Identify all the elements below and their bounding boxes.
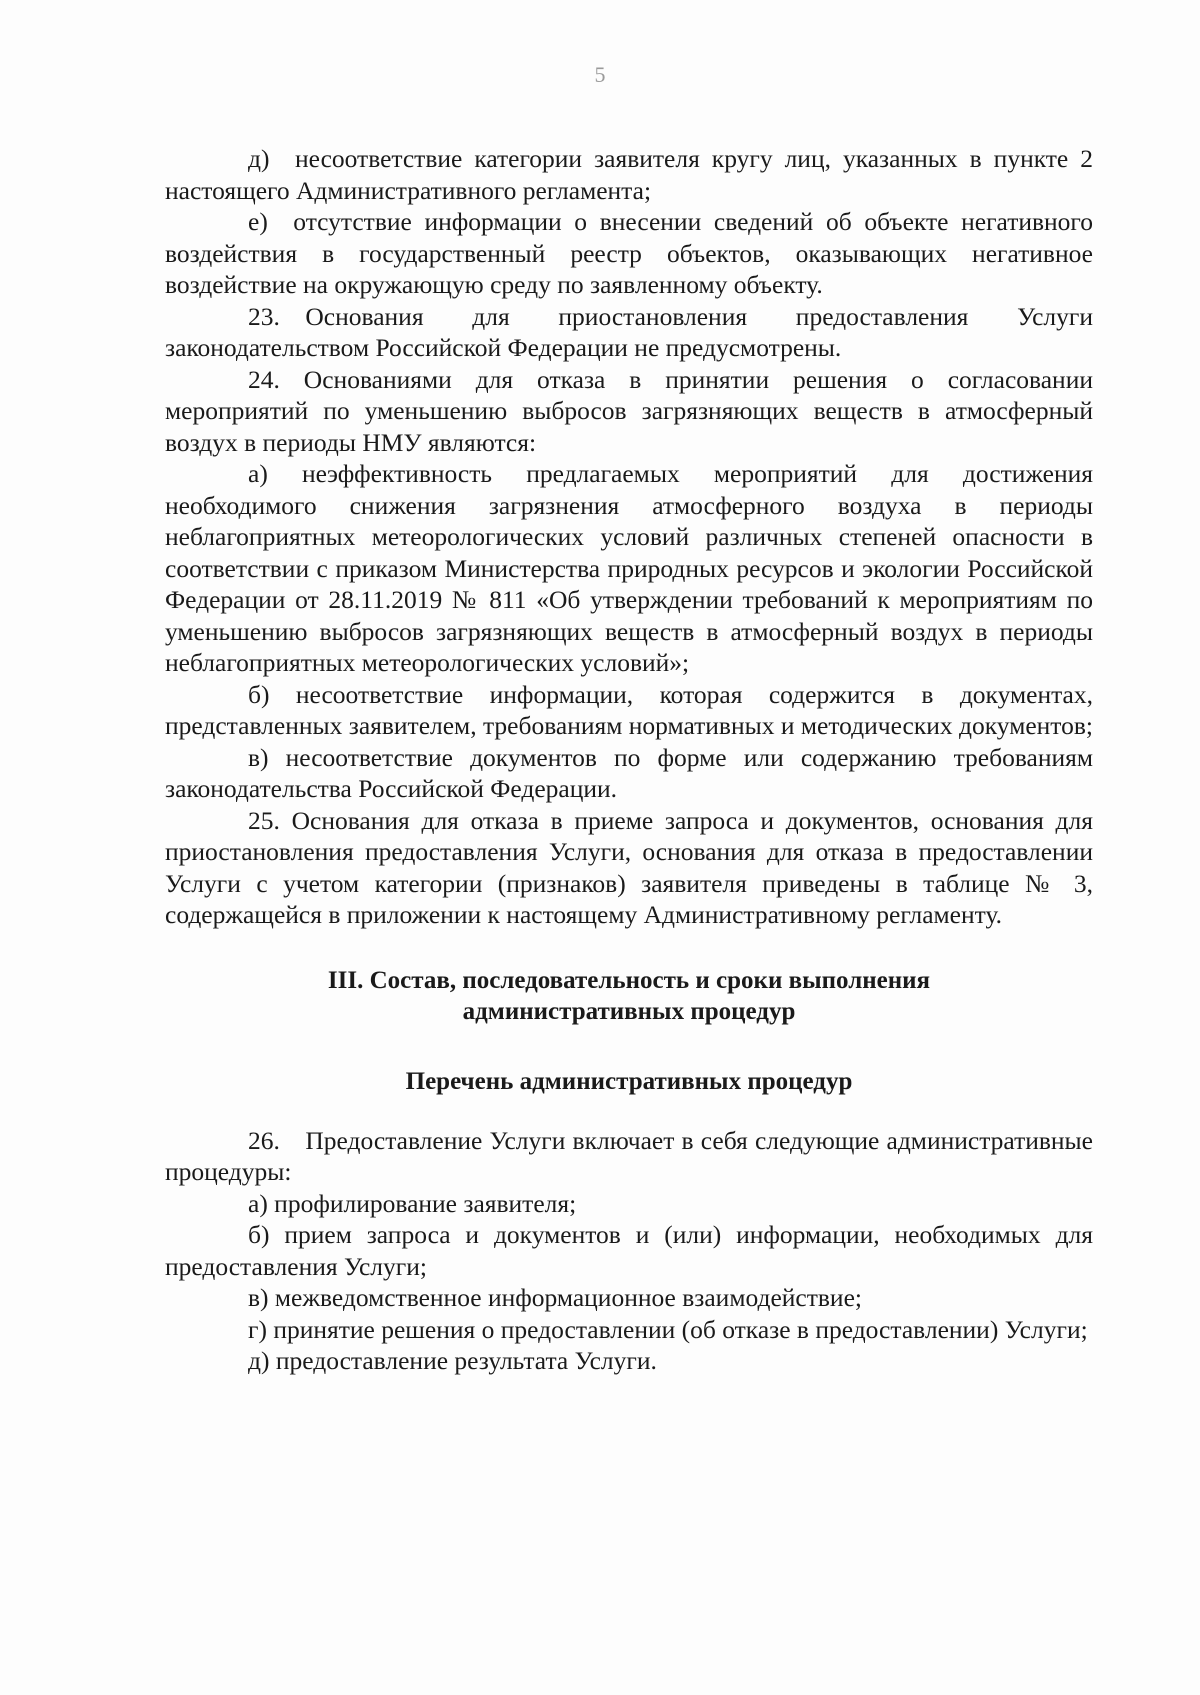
paragraph-26-procedures: 26. Предоставление Услуги включает в себя следующие административные процедуры: bbox=[165, 1125, 1093, 1186]
paragraph-23-suspension: 23. Основания для приостановления предоставления Услуги законодательством Российской Федерации не предусмотрены. bbox=[165, 301, 1093, 362]
paragraph-25-table-reference: 25. Основания для отказа в приеме запроса и документов, основания для приостановления предоставления Услуги, основания для отказа в предоставлении Услуги с учетом категории (признаков) заявителя приведены в таблице № 3, содержащейся в приложении к настоящему Административному регламенту. bbox=[165, 805, 1093, 929]
list-item-d-result: д) предоставление результата Услуги. bbox=[248, 1346, 657, 1375]
list-item-v-interagency: в) межведомственное информационное взаимодействие; bbox=[248, 1283, 862, 1312]
list-item-b-request-reception: б) прием запроса и документов и (или) информации, необходимых для предоставления Услуги; bbox=[165, 1220, 1093, 1281]
paragraph-a-inefficiency: а) неэффективность предлагаемых мероприятий для достижения необходимого снижения загрязнения атмосферного воздуха в периоды неблагоприятных метеорологических условий различных степеней опасности в соответствии с приказом Министерства природных ресурсов и экологии Российской Федерации от 28.11.2019 № 811 «Об утверждении требований к мероприятиям по уменьшению выбросов загрязняющих веществ в атмосферный воздух в периоды неблагоприятных метеорологических условий»; bbox=[165, 459, 1093, 677]
paragraph-24-refusal-grounds: 24. Основаниями для отказа в принятии решения о согласовании мероприятий по уменьшению выбросов загрязняющих веществ в атмосферный воздух в периоды НМУ являются: bbox=[165, 364, 1093, 457]
subheading-procedures-list: Перечень административных процедур bbox=[405, 1067, 853, 1095]
list-item-g-decision: г) принятие решения о предоставлении (об отказе в предоставлении) Услуги; bbox=[248, 1314, 1088, 1344]
section-heading-line2: административных процедур bbox=[462, 997, 796, 1025]
document-body bbox=[165, 143, 1093, 1377]
paragraph-b-info-mismatch: б) несоответствие информации, которая содержится в документах, представленных заявителем, требованиям нормативных и методических документов; bbox=[165, 679, 1093, 740]
list-item-a-profiling: а) профилирование заявителя; bbox=[248, 1188, 577, 1218]
paragraph-e-registry-info: е) отсутствие информации о внесении сведений об объекте негативного воздействия в государственный реестр объектов, оказывающих негативное воздействие на окружающую среду по заявленному объекту. bbox=[165, 207, 1093, 299]
section-heading-line1: III. Состав, последовательность и сроки выполнения bbox=[327, 966, 931, 994]
paragraph-v-docs-mismatch: в) несоответствие документов по форме или содержанию требованиям законодательства Российской Федерации. bbox=[165, 742, 1093, 803]
paragraph-d-applicant-category: д) несоответствие категории заявителя кругу лиц, указанных в пункте 2 настоящего Административного регламента; bbox=[165, 144, 1093, 205]
page-number: 5 bbox=[594, 62, 606, 87]
